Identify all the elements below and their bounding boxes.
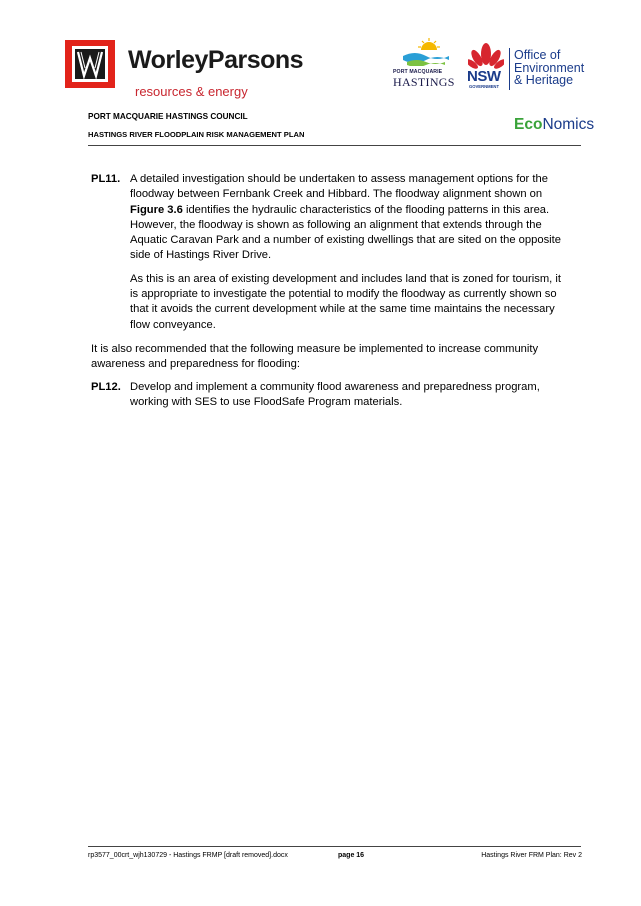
economics-nomics: Nomics bbox=[542, 116, 595, 133]
measure-pl11 bbox=[91, 172, 561, 333]
oeh-logo-text bbox=[514, 49, 584, 87]
pl11-text-b: identifies the hydraulic characteristics of the flooding patterns in this area. However, the floodway is shown as following an alignment that extends through the Aquatic Caravan Park and a number of existing dwellings that are sited on the opposite side of Hastings River Drive. bbox=[130, 203, 561, 262]
economics-eco: Eco bbox=[514, 116, 543, 133]
oeh-line1: Office of bbox=[514, 48, 561, 62]
measure-paragraph: Develop and implement a community flood awareness and preparedness program, working with SES to use FloodSafe Program materials. bbox=[130, 381, 540, 409]
council-sun-icon bbox=[418, 38, 440, 50]
oeh-line2: Environment bbox=[514, 60, 585, 75]
footer-page-number: page 16 bbox=[338, 852, 365, 859]
footer-document-title: Hastings River FRM Plan: Rev 2 bbox=[481, 852, 582, 859]
figure-reference: Figure 3.6 bbox=[130, 203, 183, 216]
organisation-heading: PORT MACQUARIE HASTINGS COUNCIL bbox=[88, 112, 248, 121]
recommendation-intro: It is also recommended that the following measure be implemented to increase community awareness and preparedness for flooding: bbox=[91, 343, 539, 371]
measure-paragraph bbox=[130, 172, 561, 264]
footer-rule bbox=[88, 846, 581, 847]
worleyparsons-tagline: resources & energy bbox=[135, 84, 248, 99]
header-rule bbox=[88, 145, 581, 146]
footer-filename: rp3577_00crt_wjh130729 - Hastings FRMP [draft removed].docx bbox=[88, 852, 288, 859]
oeh-divider bbox=[509, 48, 510, 90]
economics-logo bbox=[514, 116, 594, 134]
worleyparsons-wordmark: WorleyParsons bbox=[128, 46, 304, 74]
council-waves-icon bbox=[403, 52, 449, 66]
measure-paragraph-2: As this is an area of existing development and includes land that is zoned for tourism, it is appropriate to investigate the potential to modify the floodway as currently shown so that it avoids the current development while at the same time maintains the necessary flow conveyance. bbox=[130, 272, 561, 331]
measure-pl12 bbox=[91, 380, 561, 411]
nsw-wordmark: NSW bbox=[467, 68, 501, 85]
nsw-government-label: GOVERNMENT bbox=[469, 84, 500, 89]
council-logo-line2: HASTINGS bbox=[393, 75, 455, 89]
oeh-line3: & Heritage bbox=[514, 73, 574, 87]
pl11-text-a: A detailed investigation should be undertaken to assess management options for the floodway between Fernbank Creek and Hibbard. The floodway alignment shown on bbox=[130, 173, 548, 201]
worleyparsons-logo-mark bbox=[65, 40, 115, 88]
measure-code: PL11. bbox=[91, 173, 121, 185]
plan-title: HASTINGS RIVER FLOODPLAIN RISK MANAGEMENT PLAN bbox=[88, 130, 305, 139]
measure-code: PL12. bbox=[91, 381, 121, 393]
council-logo-line1: PORT MACQUARIE bbox=[393, 69, 443, 75]
